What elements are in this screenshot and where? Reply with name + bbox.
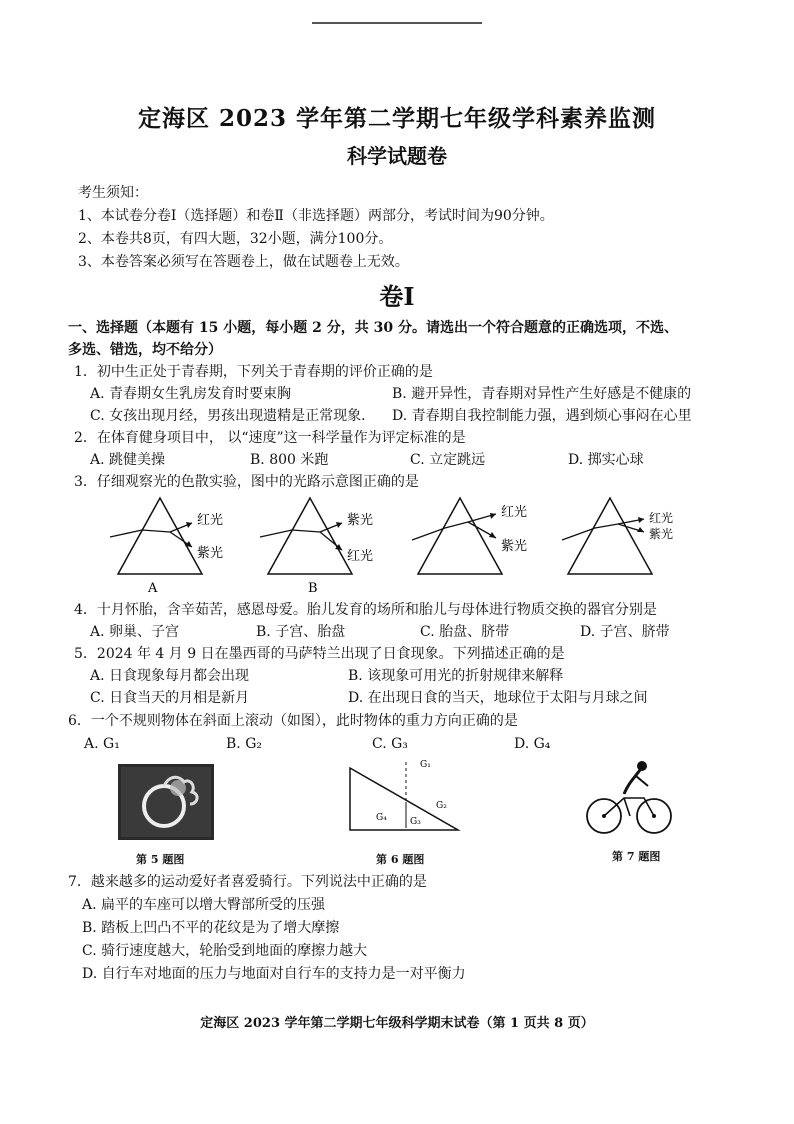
top-rule [312, 22, 482, 24]
q7-option-a: A. 扁平的车座可以增大臀部所受的压强 [82, 897, 326, 913]
force-g4-label: G₄ [376, 813, 387, 823]
prism-diagram-c [412, 498, 527, 574]
prism-a-option-label: A [148, 581, 158, 596]
q5-option-a: A. 日食现象每月都会出现 [90, 668, 250, 684]
q5-option-d: D. 在出现日食的当天，地球位于太阳与月球之间 [348, 690, 648, 706]
prism-diagrams [100, 492, 700, 596]
prism-diagram-a [110, 498, 223, 596]
q5-option-c: C. 日食当天的月相是新月 [90, 690, 250, 706]
q1-option-d: D. 青春期自我控制能力强，遇到烦心事闷在心里 [392, 408, 692, 424]
q1-option-c: C. 女孩出现月经，男孩出现遗精是正常现象． [90, 408, 376, 424]
cyclist-figure [584, 758, 676, 838]
q4-option-b: B. 子宫、胎盘 [256, 624, 346, 640]
note-item: 3、本卷答案必须写在答题卷上，做在试题卷上无效。 [78, 254, 409, 270]
note-item: 1、本试卷分卷Ⅰ（选择题）和卷Ⅱ（非选择题）两部分，考试时间为90分钟。 [78, 208, 554, 224]
q4-option-a: A. 卵巢、子宫 [90, 624, 180, 640]
volume-title: 卷Ⅰ [379, 282, 415, 311]
q5-stem: 5．2024 年 4 月 9 日在墨西哥的马萨特兰出现了日食现象。下列描述正确的是 [74, 646, 565, 662]
solar-eclipse-photo [118, 764, 214, 840]
prism-d-top-label: 红光 [649, 511, 674, 525]
q5-option-b: B. 该现象可用光的折射规律来解释 [348, 668, 564, 684]
prism-b-option-label: B [308, 581, 318, 596]
exam-title: 定海区 2023 学年第二学期七年级学科素养监测 [137, 105, 657, 132]
q1-stem: 1．初中生正处于青春期，下列关于青春期的评价正确的是 [74, 364, 433, 380]
q2-option-c: C. 立定跳远 [410, 452, 486, 468]
q7-option-b: B. 踏板上凹凸不平的花纹是为了增大摩擦 [82, 920, 340, 936]
fig6-caption: 第 6 题图 [376, 853, 425, 866]
prism-b-top-label: 紫光 [347, 513, 374, 528]
prism-a-top-label: 红光 [197, 513, 224, 528]
q3-stem: 3．仔细观察光的色散实验，图中的光路示意图正确的是 [74, 474, 419, 490]
prism-diagram-b [260, 498, 373, 596]
q7-stem: 7．越来越多的运动爱好者喜爱骑行。下列说法中正确的是 [68, 874, 427, 890]
prism-c-top-label: 红光 [501, 505, 528, 520]
q2-option-a: A. 跳健美操 [90, 452, 166, 468]
q6-option-b: B. G₂ [226, 736, 262, 752]
note-item: 2、本卷共8页，有四大题，32小题，满分100分。 [78, 231, 393, 247]
q2-option-d: D. 掷实心球 [568, 452, 644, 468]
q7-option-d: D. 自行车对地面的压力与地面对自行车的支持力是一对平衡力 [82, 966, 466, 982]
force-g1-label: G₁ [420, 760, 431, 770]
page-footer: 定海区 2023 学年第二学期七年级科学期末试卷（第 1 页共 8 页） [200, 1016, 594, 1031]
section-heading: 一、选择题（本题有 15 小题，每小题 2 分，共 30 分。请选出一个符合题意的正确选项，不选、 [68, 320, 678, 336]
exam-subtitle: 科学试题卷 [347, 144, 447, 168]
prism-a-bottom-label: 紫光 [197, 546, 224, 561]
q4-stem: 4．十月怀胎，含辛茹苦，感恩母爱。胎儿发育的场所和胎儿与母体进行物质交换的器官分别是 [74, 602, 657, 618]
force-g2-label: G₂ [436, 801, 447, 811]
prism-diagram-d [562, 498, 673, 574]
q1-option-b: B. 避开异性，青春期对异性产生好感是不健康的 [392, 386, 692, 402]
q7-option-c: C. 骑行速度越大，轮胎受到地面的摩擦力越大 [82, 943, 368, 959]
incline-force-diagram [344, 754, 464, 834]
section-heading-cont: 多选、错选，均不给分） [68, 342, 222, 358]
q6-option-c: C. G₃ [372, 736, 408, 752]
fig7-caption: 第 7 题图 [612, 850, 661, 863]
q2-option-b: B. 800 米跑 [250, 452, 329, 468]
fig5-caption: 第 5 题图 [136, 853, 185, 866]
q4-option-c: C. 胎盘、脐带 [420, 624, 510, 640]
prism-d-bottom-label: 紫光 [649, 527, 674, 541]
q6-option-a: A. G₁ [84, 736, 120, 752]
q2-stem: 2．在体育健身项目中， 以“速度”这一科学量作为评定标准的是 [74, 430, 466, 446]
q6-stem: 6．一个不规则物体在斜面上滚动（如图），此时物体的重力方向正确的是 [68, 713, 518, 729]
force-g3-label: G₃ [410, 817, 421, 827]
q1-option-a: A. 青春期女生乳房发育时要束胸 [90, 386, 292, 402]
prism-b-bottom-label: 红光 [347, 549, 374, 564]
prism-c-bottom-label: 紫光 [501, 539, 528, 554]
notes-heading: 考生须知： [78, 185, 148, 201]
q4-option-d: D. 子宫、脐带 [580, 624, 670, 640]
q6-option-d: D. G₄ [514, 736, 551, 752]
